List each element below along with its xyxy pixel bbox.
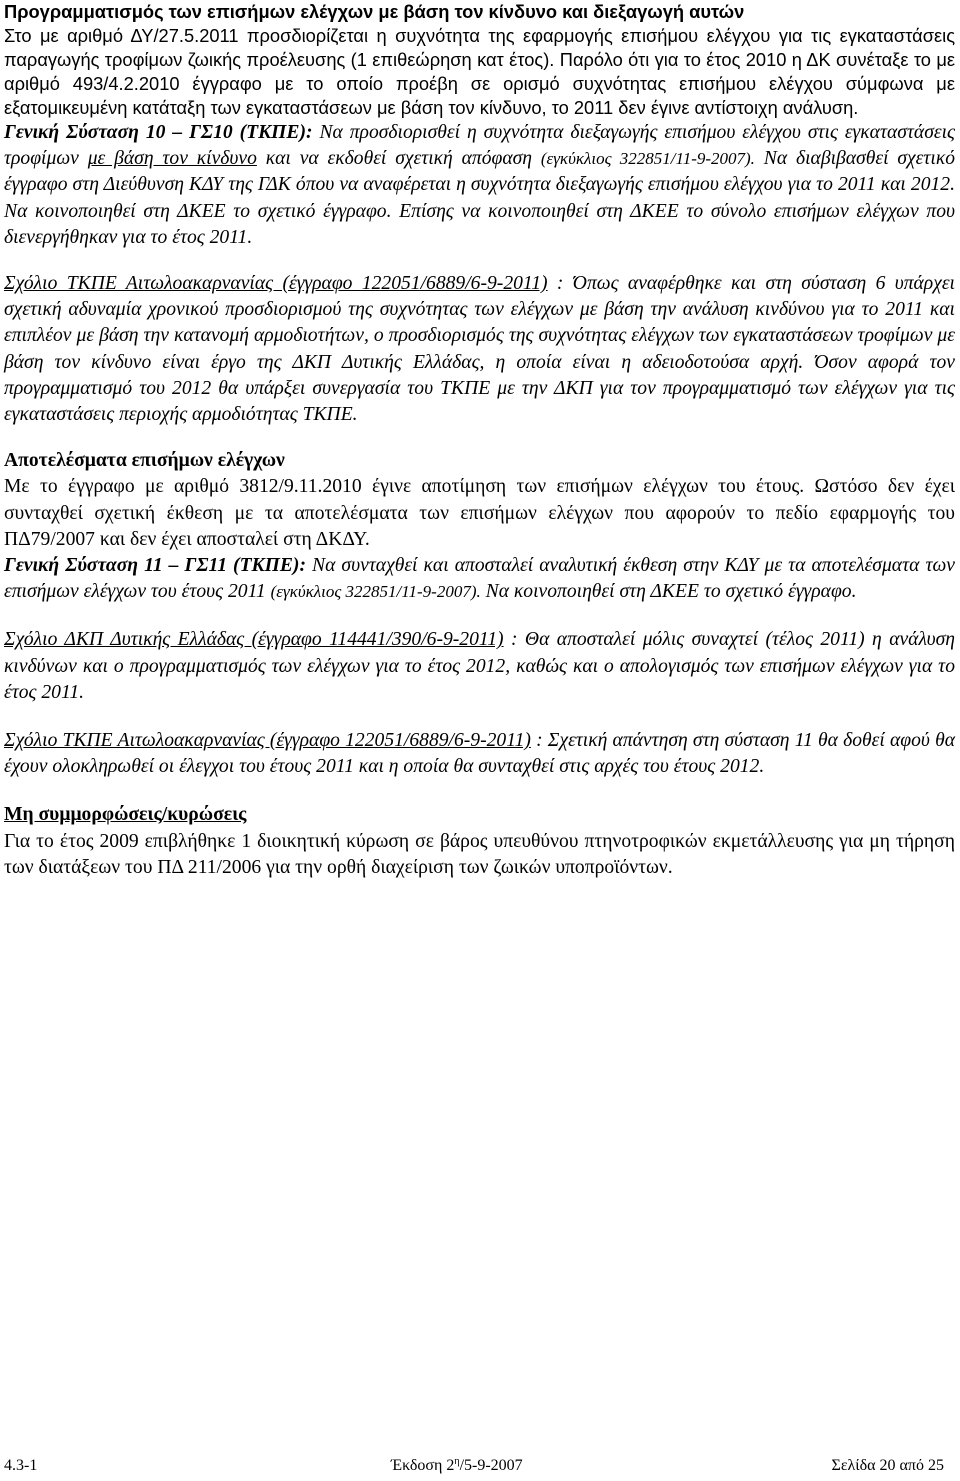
page-footer (4, 1453, 944, 1479)
comment1-source: Σχόλιο ΤΚΠΕ Αιτωλοακαρνανίας (έγγραφο 122051/6889/6-9-2011) (4, 273, 548, 295)
footer-edition-sup: η (454, 1456, 460, 1467)
gs10-underlined: με βάση τον κίνδυνο (87, 148, 257, 170)
general-recommendation-10 (4, 120, 955, 251)
footer-section-number: 4.3-1 (4, 1457, 38, 1474)
gs11-text-1: Να συνταχθεί και αποσταλεί αναλυτική έκθεση στην ΚΔΥ με τα αποτελέσματα των επισήμων ελέγχων του έτους 2011 (4, 555, 955, 603)
results-paragraph: Με το έγγραφο με αριθμό 3812/9.11.2010 έγινε αποτίμηση των επισήμων ελέγχων του έτους. Ωστόσο δεν έχει συνταχθεί σχετική έκθεση με τα αποτελέσματα των επισήμων ελέγχων που αφορούν το πεδίο εφαρμογής του ΠΔ79/2007 και δεν έχει αποσταλεί στη ΔΚΔΥ. (4, 476, 955, 550)
gs11-circular: (εγκύκλιος 322851/11-9-2007). (270, 582, 481, 602)
comment-dkp-western-greece (4, 627, 955, 706)
comment-tkpe-aitoloakarnania-2 (4, 728, 955, 780)
gs10-text-2: και να εκδοθεί σχετική απόφαση (256, 148, 541, 170)
footer-page-number: Σελίδα 20 από 25 (831, 1457, 944, 1474)
spacer (4, 706, 955, 728)
footer-edition (391, 1453, 523, 1479)
comment-tkpe-aitoloakarnania-1 (4, 271, 955, 428)
spacer (4, 251, 955, 271)
spacer (4, 780, 955, 802)
gs11-text-2: Να κοινοποιηθεί στη ΔΚΕΕ το σχετικό έγγραφο. (480, 581, 857, 603)
document-page (4, 0, 955, 881)
comment3-source: Σχόλιο ΤΚΠΕ Αιτωλοακαρνανίας (έγγραφο 122051/6889/6-9-2011) (4, 730, 531, 752)
gs10-text-3: Να διαβιβασθεί σχετικό έγγραφο στη Διεύθυνση ΚΔΥ της ΓΔΚ όπου να αναφέρεται η συχνότητα διεξαγωγής επισήμου ελέγχου για το 2011 και 2012. Να κοινοποιηθεί στη ΔΚΕΕ το σχετικό έγγραφο. Επίσης να κοινοποιηθεί στη ΔΚΕΕ το σύνολο επισήμων ελέγχων που διενεργήθηκαν για το έτος 2011. (4, 148, 956, 248)
gs11-label: Γενική Σύσταση 11 – ΓΣ11 (ΤΚΠΕ): (4, 555, 306, 577)
gs10-text-1: Να προσδιορισθεί η συχνότητα διεξαγωγής επισήμου ελέγχου στις εγκαταστάσεις τροφίμων (4, 122, 955, 170)
gs10-label: Γενική Σύσταση 10 – ΓΣ10 (ΤΚΠΕ): (4, 122, 313, 143)
comment3-text: : Σχετική απάντηση στη σύσταση 11 θα δοθεί αφού θα έχουν ολοκληρωθεί οι έλεγχοι του έτους 2011 και η οποία θα συνταχθεί στις αρχές του έτους 2012. (4, 730, 955, 778)
comment2-text: : Θα αποσταλεί μόλις συναχτεί (τέλος 2011) η ανάλυση κινδύνων και ο προγραμματισμός των ελέγχων για το έτος 2012, καθώς και ο απολογισμός των επισήμων ελέγχων για το έτος 2011. (4, 629, 955, 703)
results-heading: Αποτελέσματα επισήμων ελέγχων (4, 450, 285, 472)
general-recommendation-11 (4, 553, 955, 605)
comment1-text: : Όπως αναφέρθηκε και στη σύσταση 6 υπάρχει σχετική αδυναμία χρονικού προσδιορισμού της συχνότητας των ελέγχων με βάση την ανάλυση κινδύνου για το 2011 και επιπλέον με βάση την κατανομή αρμοδιοτήτων, ο προσδιορισμός της συχνότητας ελέγχων των εγκαταστάσεων τροφίμων με βάση τον κίνδυνο είναι έργο της ΔΚΠ Δυτικής Ελλάδας, η οποία είναι η αδειοδοτούσα αρχή. Όσον αφορά τον προγραμματισμό του 2012 θα υπάρξει συνεργασία του ΤΚΠΕ με την ΔΚΠ για τον προγραμματισμό των ελέγχων για τις εγκαταστάσεις περιοχής αρμοδιότητας ΤΚΠΕ. (4, 273, 955, 426)
footer-edition-suffix: /5-9-2007 (459, 1457, 523, 1474)
footer-edition-prefix: Έκδοση 2 (391, 1457, 455, 1474)
intro-paragraph: Στο με αριθμό ΔΥ/27.5.2011 προσδιορίζεται η συχνότητα της εφαρμογής επισήμου ελέγχου για τις εγκαταστάσεις παραγωγής τροφίμων ζωικής προέλευσης (1 επιθεώρηση κατ έτος). Παρόλο ότι για το έτος 2010 η ΔΚ συνέταξε το με αριθμό 493/4.2.2010 έγγραφο με το οποίο προέβη σε ορισμό συχνότητας επισήμου ελέγχου σύμφωνα με εξατομικευμένη κατάταξη των εγκαταστάσεων με βάση τον κίνδυνο, το 2011 δεν έγινε αντίστοιχη ανάλυση. (4, 25, 955, 118)
spacer (4, 428, 955, 448)
gs10-circular: (εγκύκλιος 322851/11-9-2007). (540, 149, 755, 169)
spacer (4, 605, 955, 627)
section-title: Προγραμματισμός των επισήμων ελέγχων με βάση τον κίνδυνο και διεξαγωγή αυτών (4, 1, 745, 22)
sanctions-paragraph: Για το έτος 2009 επιβλήθηκε 1 διοικητική κύρωση σε βάρος υπευθύνου πτηνοτροφικών εκμετάλλευσης για μη τήρηση των διατάξεων του ΠΔ 211/2006 για την ορθή διαχείριση των ζωικών υποπροϊόντων. (4, 830, 955, 878)
sanctions-heading: Μη συμμορφώσεις/κυρώσεις (4, 804, 247, 826)
comment2-source: Σχόλιο ΔΚΠ Δυτικής Ελλάδας (έγγραφο 114441/390/6-9-2011) (4, 629, 504, 651)
